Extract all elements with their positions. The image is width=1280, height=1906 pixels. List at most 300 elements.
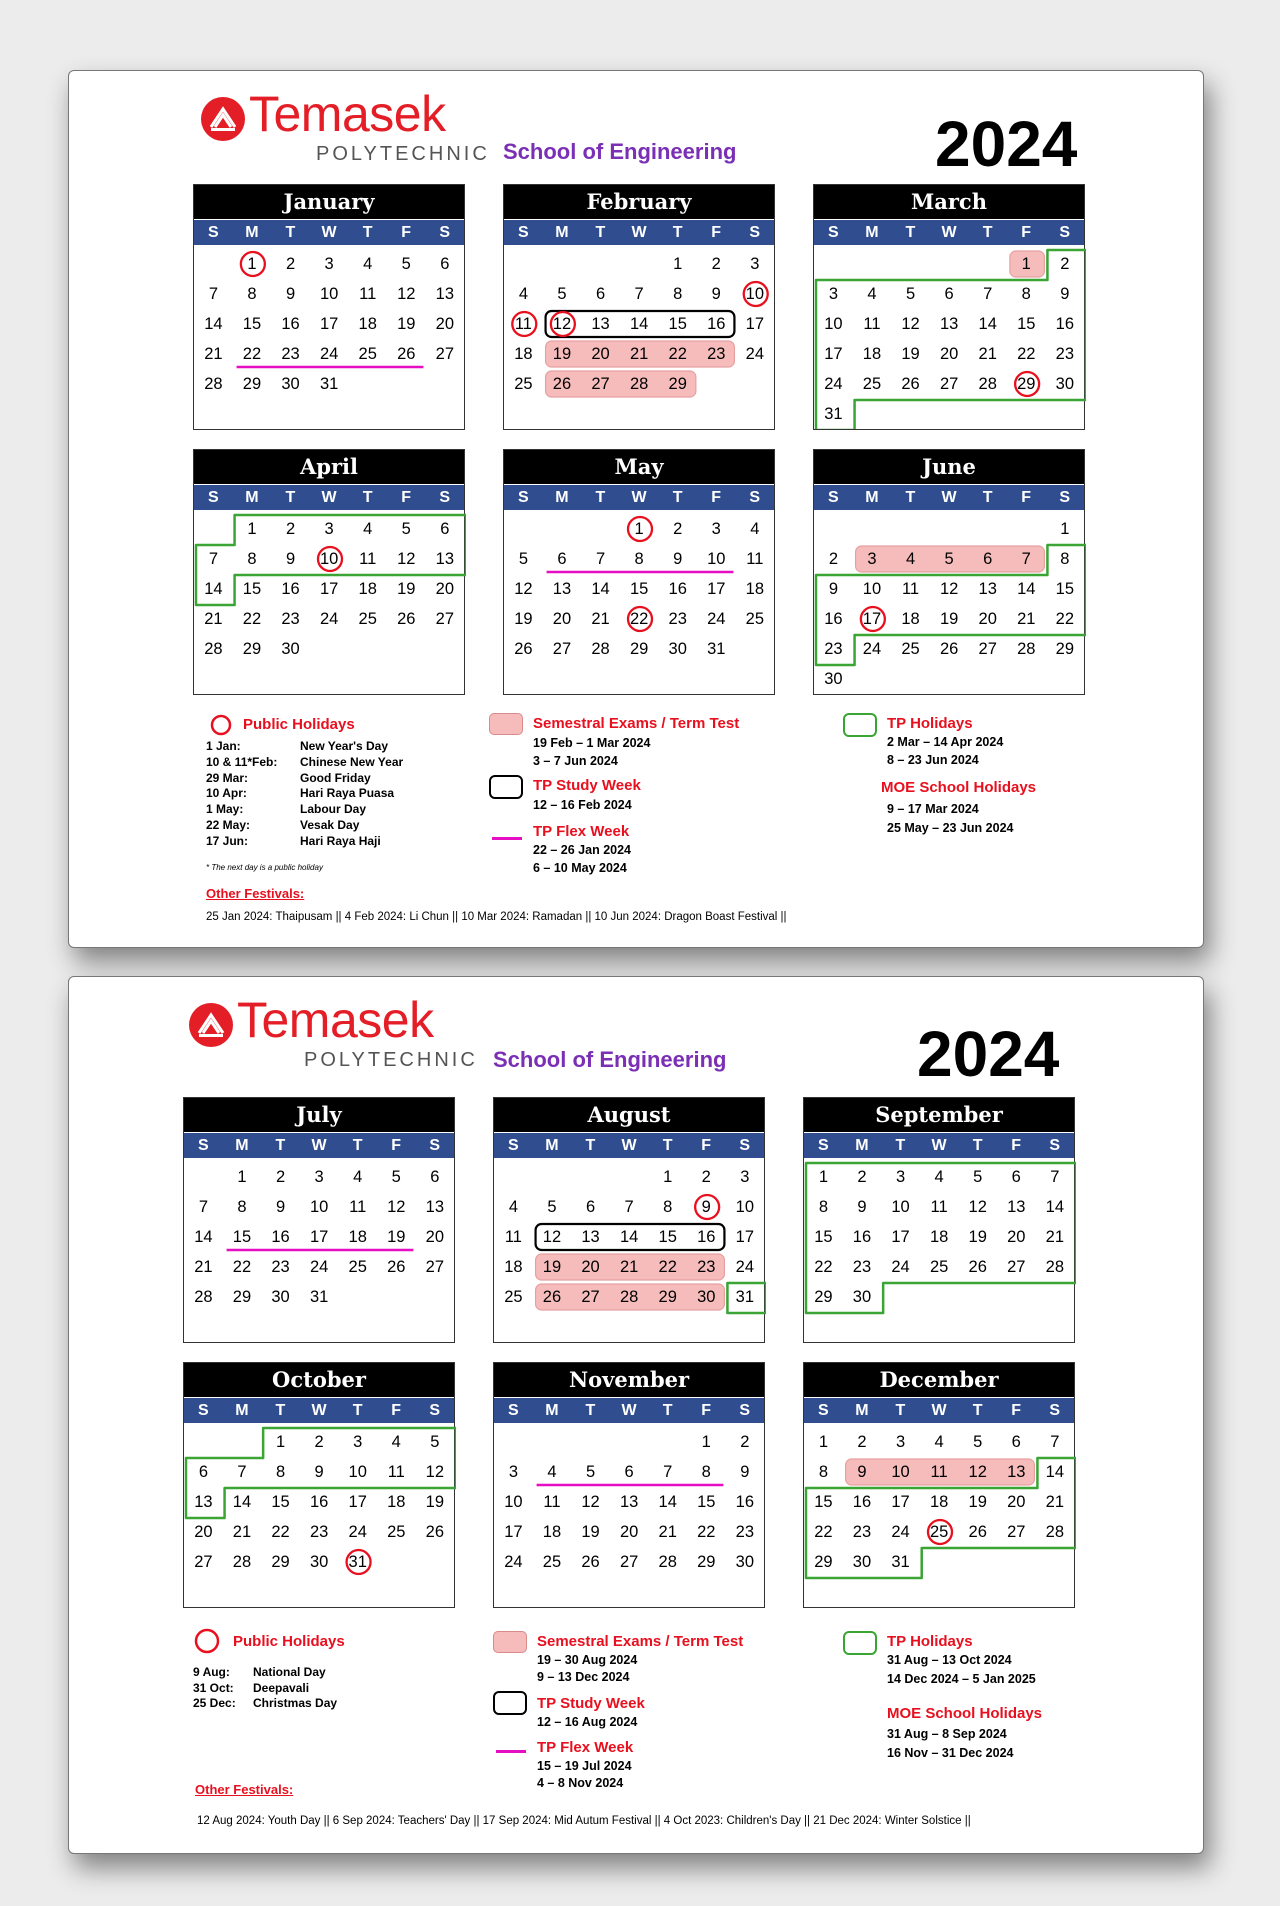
day-cell: 20 (1007, 1493, 1026, 1511)
weekday-label: S (429, 1137, 441, 1154)
day-cell: 15 (697, 1493, 716, 1511)
day-cell: 24 (504, 1553, 523, 1571)
day-cell: 7 (663, 1463, 673, 1481)
weekday-label: F (401, 489, 412, 506)
day-cell: 9 (673, 550, 683, 568)
day-cell: 22 (668, 345, 687, 363)
holiday-name: Chinese New Year (300, 754, 404, 769)
day-cell: 20 (435, 580, 455, 598)
day-cell: 7 (1050, 1433, 1060, 1451)
day-cell: 19 (968, 1493, 987, 1511)
day-cell: 5 (973, 1168, 983, 1186)
weekday-header (494, 1132, 764, 1158)
day-cell: 8 (701, 1463, 711, 1481)
month-august (493, 1097, 765, 1343)
day-cell: 26 (939, 640, 959, 658)
exam-range: 19 Feb – 1 Mar 2024 (533, 736, 651, 750)
study-week-title: TP Study Week (537, 1695, 645, 1712)
tp-holiday-swatch (843, 1631, 877, 1655)
day-cell: 19 (939, 610, 959, 628)
day-cell: 2 (314, 1433, 324, 1451)
day-cell: 3 (314, 1168, 324, 1186)
day-cell: 26 (968, 1523, 987, 1541)
day-cell: 28 (629, 375, 649, 393)
day-cell: 25 (542, 1553, 562, 1571)
day-cell: 24 (891, 1523, 910, 1541)
temasek-logo (189, 992, 478, 1071)
moe-holiday-range: 16 Nov – 31 Dec 2024 (887, 1746, 1014, 1760)
day-cell: 21 (1045, 1493, 1065, 1511)
holiday-name: Good Friday (300, 770, 371, 785)
weekday-label: S (517, 489, 529, 506)
day-cell: 24 (348, 1523, 367, 1541)
day-cell: 15 (1017, 315, 1036, 333)
public-holidays-title: Public Holidays (243, 716, 355, 733)
day-cell: 14 (591, 580, 610, 598)
day-cell: 18 (348, 1228, 367, 1246)
day-cell: 2 (857, 1433, 867, 1451)
day-cell: 12 (968, 1198, 987, 1216)
day-cell: 20 (435, 315, 455, 333)
study-week-title: TP Study Week (533, 777, 641, 794)
day-cell: 28 (619, 1288, 639, 1306)
day-cell: 5 (430, 1433, 440, 1451)
weekday-header (494, 1397, 764, 1423)
weekday-label: M (865, 224, 879, 241)
day-cell: 18 (745, 580, 765, 598)
day-cell: 4 (867, 285, 877, 303)
day-cell: 17 (735, 1228, 755, 1246)
day-cell: 4 (750, 520, 760, 538)
day-cell: 1 (701, 1433, 711, 1451)
weekday-label: F (711, 489, 722, 506)
day-cell: 8 (1021, 285, 1031, 303)
day-cell: 12 (542, 1228, 562, 1246)
day-cell: 22 (697, 1523, 716, 1541)
other-festivals-list: 12 Aug 2024: Youth Day || 6 Sep 2024: Teachers' Day || 17 Sep 2024: Mid Autum Festival || 4 Oct 2023: Children's Day || 21 Dec 2024: Winter Solstice || (197, 1815, 971, 1827)
day-cell: 13 (425, 1198, 445, 1216)
day-cell: 7 (983, 285, 993, 303)
day-cell: 30 (668, 640, 687, 658)
day-cell: 10 (309, 1198, 329, 1216)
day-cell: 17 (862, 610, 882, 628)
day-cell: 8 (818, 1463, 829, 1481)
weekday-label: S (439, 224, 451, 241)
weekday-label: T (285, 489, 296, 506)
weekday-label: S (439, 489, 451, 506)
day-cell: 13 (1007, 1198, 1026, 1216)
day-cell: 26 (397, 345, 416, 363)
day-cell: 30 (309, 1553, 329, 1571)
day-cell: 10 (707, 550, 726, 568)
day-grid (504, 510, 774, 694)
day-cell: 2 (285, 520, 296, 538)
day-cell: 10 (504, 1493, 523, 1511)
weekday-label: T (662, 1402, 673, 1419)
weekday-label: T (285, 224, 296, 241)
day-cell: 29 (697, 1553, 716, 1571)
day-cell: 20 (619, 1523, 639, 1541)
day-cell: 21 (1045, 1228, 1065, 1246)
day-cell: 14 (204, 580, 223, 598)
day-cell: 4 (363, 255, 373, 273)
weekday-label: W (311, 1137, 327, 1154)
day-cell: 7 (208, 285, 219, 303)
day-cell: 30 (852, 1553, 872, 1571)
day-cell: 10 (319, 550, 339, 568)
weekday-label: M (245, 489, 259, 506)
tp-holidays-title: TP Holidays (887, 1633, 973, 1650)
day-cell: 28 (204, 375, 223, 393)
day-cell: 25 (745, 610, 765, 628)
day-cell: 30 (1055, 375, 1075, 393)
weekday-label: W (941, 224, 957, 241)
day-cell: 17 (348, 1493, 367, 1511)
day-cell: 17 (891, 1228, 910, 1246)
day-cell: 5 (547, 1198, 557, 1216)
day-cell: 18 (358, 315, 377, 333)
day-cell: 12 (387, 1198, 406, 1216)
day-cell: 16 (668, 580, 687, 598)
weekday-label: T (362, 224, 373, 241)
flex-week-range: 6 – 10 May 2024 (533, 861, 627, 875)
weekday-label: S (207, 489, 219, 506)
day-cell: 11 (901, 580, 920, 598)
day-cell: 17 (745, 315, 765, 333)
day-cell: 8 (247, 550, 257, 568)
holiday-date: 25 Dec: (193, 1696, 236, 1710)
day-cell: 8 (634, 550, 644, 568)
month-title: April (194, 450, 464, 484)
public-holiday-swatch (193, 1627, 221, 1655)
moe-holiday-range: 9 – 17 Mar 2024 (887, 802, 979, 816)
day-cell: 8 (247, 285, 257, 303)
day-cell: 23 (309, 1523, 329, 1541)
weekday-label: T (585, 1402, 596, 1419)
day-grid (494, 1423, 764, 1607)
day-cell: 29 (658, 1288, 677, 1306)
day-cell: 13 (591, 315, 610, 333)
day-cell: 31 (348, 1553, 367, 1571)
holiday-name: Christmas Day (253, 1696, 338, 1710)
day-cell: 12 (901, 315, 920, 333)
day-cell: 22 (242, 610, 262, 628)
month-title: October (184, 1363, 454, 1397)
day-grid (184, 1158, 454, 1342)
day-cell: 16 (824, 610, 843, 628)
day-cell: 23 (697, 1258, 716, 1276)
day-cell: 8 (275, 1463, 286, 1481)
weekday-header (804, 1132, 1074, 1158)
day-cell: 30 (281, 640, 300, 658)
day-cell: 23 (852, 1523, 872, 1541)
day-cell: 13 (581, 1228, 600, 1246)
day-cell: 31 (735, 1288, 755, 1306)
moe-holiday-range: 25 May – 23 Jun 2024 (887, 821, 1014, 835)
day-cell: 24 (309, 1258, 329, 1276)
brand-name: Temasek (237, 992, 434, 1048)
day-cell: 5 (973, 1433, 983, 1451)
weekday-label: S (1049, 1402, 1061, 1419)
day-cell: 28 (204, 640, 223, 658)
day-cell: 10 (348, 1463, 367, 1481)
day-cell: 14 (194, 1228, 213, 1246)
day-cell: 2 (701, 1168, 711, 1186)
weekday-label: T (352, 1137, 363, 1154)
day-cell: 27 (425, 1258, 445, 1276)
weekday-header (504, 219, 774, 245)
day-cell: 12 (939, 580, 959, 598)
weekday-label: T (352, 1402, 363, 1419)
day-cell: 18 (387, 1493, 406, 1511)
day-cell: 25 (358, 610, 377, 628)
weekday-label: S (739, 1402, 751, 1419)
day-cell: 25 (504, 1288, 523, 1306)
day-cell: 11 (504, 1228, 522, 1246)
day-cell: 29 (629, 640, 649, 658)
day-cell: 18 (358, 580, 377, 598)
weekday-label: S (1049, 1137, 1061, 1154)
day-cell: 14 (1017, 580, 1036, 598)
day-cell: 11 (359, 285, 377, 303)
public-holiday-swatch (209, 713, 233, 737)
brand-name: Temasek (249, 86, 446, 142)
tp-holidays-title: TP Holidays (887, 715, 973, 732)
day-cell: 23 (852, 1258, 872, 1276)
day-cell: 18 (901, 610, 920, 628)
weekday-label: S (817, 1137, 829, 1154)
day-cell: 14 (1045, 1463, 1065, 1481)
day-cell: 9 (285, 550, 296, 568)
day-cell: 20 (939, 345, 959, 363)
day-cell: 15 (242, 580, 262, 598)
holiday-date: 17 Jun: (206, 833, 249, 848)
day-cell: 19 (542, 1258, 562, 1276)
month-title: November (494, 1363, 764, 1397)
day-cell: 3 (867, 550, 877, 568)
other-festivals-list: 25 Jan 2024: Thaipusam || 4 Feb 2024: Li Chun || 10 Mar 2024: Ramadan || 10 Jun 2024: Dragon Boast Festival || (206, 911, 787, 923)
day-cell: 31 (824, 405, 843, 423)
school-name: School of Engineering (493, 1047, 727, 1072)
day-cell: 4 (934, 1433, 944, 1451)
day-cell: 25 (862, 375, 882, 393)
day-cell: 16 (309, 1493, 329, 1511)
month-october (183, 1362, 455, 1608)
day-cell: 1 (673, 255, 683, 273)
day-cell: 3 (353, 1433, 363, 1451)
day-cell: 3 (895, 1433, 906, 1451)
day-cell: 15 (232, 1228, 252, 1246)
day-cell: 9 (828, 580, 839, 598)
month-november (493, 1362, 765, 1608)
day-cell: 23 (668, 610, 687, 628)
weekday-label: S (817, 1402, 829, 1419)
exam-range: 19 – 30 Aug 2024 (537, 1653, 638, 1667)
day-cell: 5 (401, 520, 411, 538)
day-cell: 8 (673, 285, 683, 303)
day-cell: 14 (1045, 1198, 1065, 1216)
day-cell: 25 (387, 1523, 406, 1541)
day-cell: 10 (891, 1463, 910, 1481)
day-cell: 6 (585, 1198, 596, 1216)
day-cell: 20 (581, 1258, 600, 1276)
day-cell: 24 (891, 1258, 910, 1276)
day-grid (184, 1423, 454, 1607)
holiday-date: 10 Apr: (206, 786, 247, 801)
weekday-label: S (1059, 489, 1071, 506)
other-festivals-title: Other Festivals: (206, 886, 305, 901)
holiday-date: 1 Jan: (206, 739, 241, 753)
weekday-header (184, 1397, 454, 1423)
weekday-label: F (401, 224, 412, 241)
holiday-name: Hari Raya Haji (300, 833, 381, 848)
day-cell: 3 (895, 1168, 906, 1186)
day-cell: 18 (514, 345, 533, 363)
month-title: September (804, 1098, 1074, 1132)
exams-title: Semestral Exams / Term Test (533, 715, 740, 732)
month-january (193, 184, 465, 430)
day-cell: 27 (939, 375, 959, 393)
day-cell: 18 (862, 345, 882, 363)
day-cell: 15 (271, 1493, 290, 1511)
weekday-label: S (507, 1402, 519, 1419)
day-grid (804, 1158, 1074, 1342)
day-cell: 17 (824, 345, 843, 363)
day-cell: 29 (1055, 640, 1075, 658)
day-cell: 9 (314, 1463, 324, 1481)
day-cell: 27 (552, 640, 572, 658)
holiday-name: National Day (253, 1665, 326, 1679)
day-cell: 28 (1045, 1258, 1065, 1276)
day-cell: 19 (425, 1493, 445, 1511)
weekday-label: T (585, 1137, 596, 1154)
month-february (503, 184, 775, 430)
day-cell: 12 (968, 1463, 987, 1481)
day-cell: 30 (697, 1288, 716, 1306)
tp-holiday-range: 31 Aug – 13 Oct 2024 (887, 1653, 1012, 1667)
day-cell: 5 (401, 255, 411, 273)
day-cell: 4 (547, 1463, 557, 1481)
day-cell: 21 (619, 1258, 639, 1276)
day-cell: 2 (711, 255, 721, 273)
weekday-label: T (672, 224, 683, 241)
month-may (503, 449, 775, 695)
day-cell: 31 (891, 1553, 910, 1571)
weekday-label: M (545, 1137, 559, 1154)
day-cell: 12 (514, 580, 533, 598)
day-cell: 2 (1060, 255, 1070, 273)
day-cell: 28 (194, 1288, 213, 1306)
day-cell: 4 (905, 550, 916, 568)
day-cell: 22 (658, 1258, 677, 1276)
day-cell: 14 (619, 1228, 639, 1246)
day-cell: 27 (194, 1553, 213, 1571)
day-cell: 21 (1017, 610, 1036, 628)
day-cell: 5 (391, 1168, 401, 1186)
day-cell: 24 (707, 610, 726, 628)
weekday-header (184, 1132, 454, 1158)
day-cell: 8 (663, 1198, 673, 1216)
day-cell: 27 (435, 610, 455, 628)
month-title: December (804, 1363, 1074, 1397)
day-cell: 29 (1017, 375, 1036, 393)
day-cell: 27 (1007, 1258, 1026, 1276)
day-cell: 2 (673, 520, 683, 538)
day-cell: 12 (581, 1493, 600, 1511)
day-cell: 29 (814, 1553, 833, 1571)
day-cell: 20 (1007, 1228, 1026, 1246)
day-cell: 12 (397, 550, 416, 568)
weekday-label: W (321, 224, 337, 241)
day-cell: 10 (862, 580, 882, 598)
weekday-label: W (941, 489, 957, 506)
day-cell: 21 (194, 1258, 213, 1276)
study-week-swatch (489, 775, 523, 799)
day-cell: 4 (508, 1198, 519, 1216)
exam-range: 3 – 7 Jun 2024 (533, 754, 618, 768)
day-cell: 7 (237, 1463, 247, 1481)
day-cell: 19 (397, 580, 416, 598)
day-cell: 8 (818, 1198, 829, 1216)
weekday-header (814, 219, 1084, 245)
day-cell: 25 (929, 1258, 949, 1276)
day-cell: 18 (542, 1523, 562, 1541)
day-cell: 31 (319, 375, 339, 393)
day-cell: 11 (930, 1198, 948, 1216)
day-cell: 22 (1017, 345, 1036, 363)
day-cell: 5 (518, 550, 529, 568)
weekday-label: T (595, 489, 606, 506)
day-cell: 26 (514, 640, 533, 658)
weekday-label: S (1059, 224, 1071, 241)
day-cell: 1 (663, 1168, 673, 1186)
weekday-label: M (855, 1402, 869, 1419)
weekday-label: M (865, 489, 879, 506)
day-cell: 2 (828, 550, 839, 568)
weekday-label: F (701, 1137, 712, 1154)
month-july (183, 1097, 455, 1343)
holiday-name: Vesak Day (300, 818, 360, 832)
day-cell: 22 (232, 1258, 252, 1276)
day-cell: 26 (901, 375, 920, 393)
day-cell: 26 (552, 375, 572, 393)
day-cell: 1 (818, 1168, 829, 1186)
weekday-label: T (895, 1402, 906, 1419)
day-cell: 10 (745, 285, 765, 303)
weekday-label: M (235, 1402, 249, 1419)
day-cell: 16 (852, 1493, 872, 1511)
day-cell: 25 (929, 1523, 949, 1541)
day-cell: 3 (750, 255, 760, 273)
day-cell: 21 (978, 345, 997, 363)
day-cell: 25 (514, 375, 533, 393)
day-cell: 19 (581, 1523, 600, 1541)
temasek-emblem-icon (201, 97, 245, 141)
weekday-label: T (362, 489, 373, 506)
study-week-range: 12 – 16 Aug 2024 (537, 1715, 638, 1729)
day-cell: 12 (425, 1463, 445, 1481)
day-cell: 16 (281, 580, 300, 598)
day-cell: 14 (658, 1493, 677, 1511)
day-cell: 24 (824, 375, 843, 393)
weekday-label: M (545, 1402, 559, 1419)
weekday-label: F (1011, 1402, 1022, 1419)
day-cell: 27 (978, 640, 997, 658)
weekday-label: F (391, 1402, 402, 1419)
weekday-header (194, 484, 464, 510)
day-cell: 19 (552, 345, 572, 363)
day-grid (194, 245, 464, 429)
